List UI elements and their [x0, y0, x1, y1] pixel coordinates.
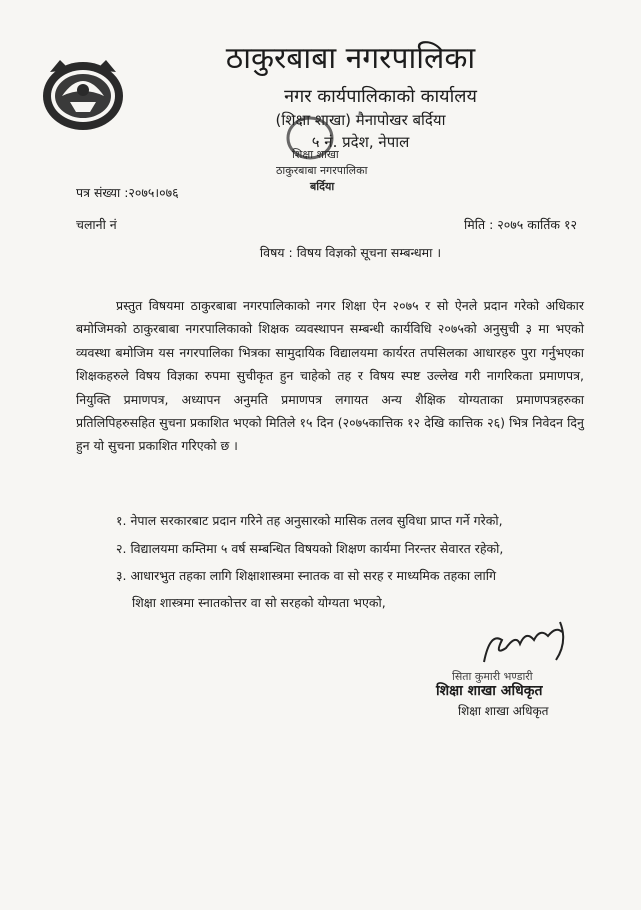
condition-item: ३. आधारभुत तहका लागि शिक्षाशास्त्रमा स्नातक वा सो सरह र माध्यमिक तहका लागि — [116, 568, 497, 583]
signatory-title: शिक्षा शाखा अधिकृत — [458, 704, 549, 718]
office-name: नगर कार्यपालिकाको कार्यालय — [284, 86, 477, 107]
province-line: ५ नं. प्रदेश, नेपाल — [311, 133, 410, 151]
condition-item: १. नेपाल सरकारबाट प्रदान गरिने तह अनुसारको मासिक तलव सुविधा प्राप्त गर्ने गरेको, — [116, 513, 503, 528]
body-paragraph: प्रस्तुत विषयमा ठाकुरबाबा नगरपालिकाको नगर शिक्षा ऐन २०७५ र सो ऐनले प्रदान गरेको अधिकार बमोजिमको ठाकुरबाबा नगरपालिकाको शिक्षक व्यवस्थापन सम्बन्धी कार्यविधि २०७५को अनुसुची ३ मा भएको व्यवस्था बमोजिम यस नगरपालिका भित्रका सामुदायिक विद्यालयमा कार्यरत तपसिलका आधारहरु पुरा गर्नुभएका शिक्षकहरुले विषय विज्ञका रुपमा सुचीकृत हुन चाहेको तह र विषय स्पष्ट उल्लेख गरी नागरिकता प्रमाणपत्र, नियुक्ति प्रमाणपत्र, अध्यापन अनुमति प्रमाणपत्र लगायत अन्य शैक्षिक योग्यताका प्रमाणपत्रहरुका प्रतिलिपिहरुसहित सुचना प्रकाशित भएको मितिले १५ दिन (२०७५कात्तिक १२ देखि कात्तिक २६) भित्र निवेदन दिनु हुन यो सुचना प्रकाशित गरिएको छ । — [76, 298, 584, 454]
reference-number: पत्र संख्या :२०७५।०७६ — [76, 185, 179, 200]
office-stamp — [262, 104, 372, 194]
dispatch-number: चलानी नं — [76, 217, 117, 232]
section-address: (शिक्षा शाखा) मैनापोखर बर्दिया — [275, 111, 446, 129]
letter-date: मिति : २०७५ कार्तिक १२ — [464, 217, 577, 232]
stamp-line1: शिक्षा शाखा — [292, 148, 339, 161]
stamp-line3: बर्दिया — [310, 180, 335, 193]
handwritten-signature — [476, 612, 576, 672]
letter-subject: विषय : विषय विज्ञको सूचना सम्बन्धमा । — [259, 245, 442, 260]
condition-item-continued: शिक्षा शास्त्रमा स्नातकोत्तर वा सो सरहको योग्यता भएको, — [132, 595, 386, 610]
condition-item: २. विद्यालयमा कम्तिमा ५ वर्ष सम्बन्धित विषयको शिक्षण कार्यमा निरन्तर सेवारत रहेको, — [116, 541, 504, 556]
stamp-line2: ठाकुरबाबा नगरपालिका — [276, 164, 368, 177]
municipality-name: ठाकुरबाबा नगरपालिका — [225, 41, 476, 76]
signatory-stamp: शिक्षा शाखा अधिकृत — [436, 683, 543, 699]
signatory-name: सिता कुमारी भण्डारी — [452, 670, 533, 683]
